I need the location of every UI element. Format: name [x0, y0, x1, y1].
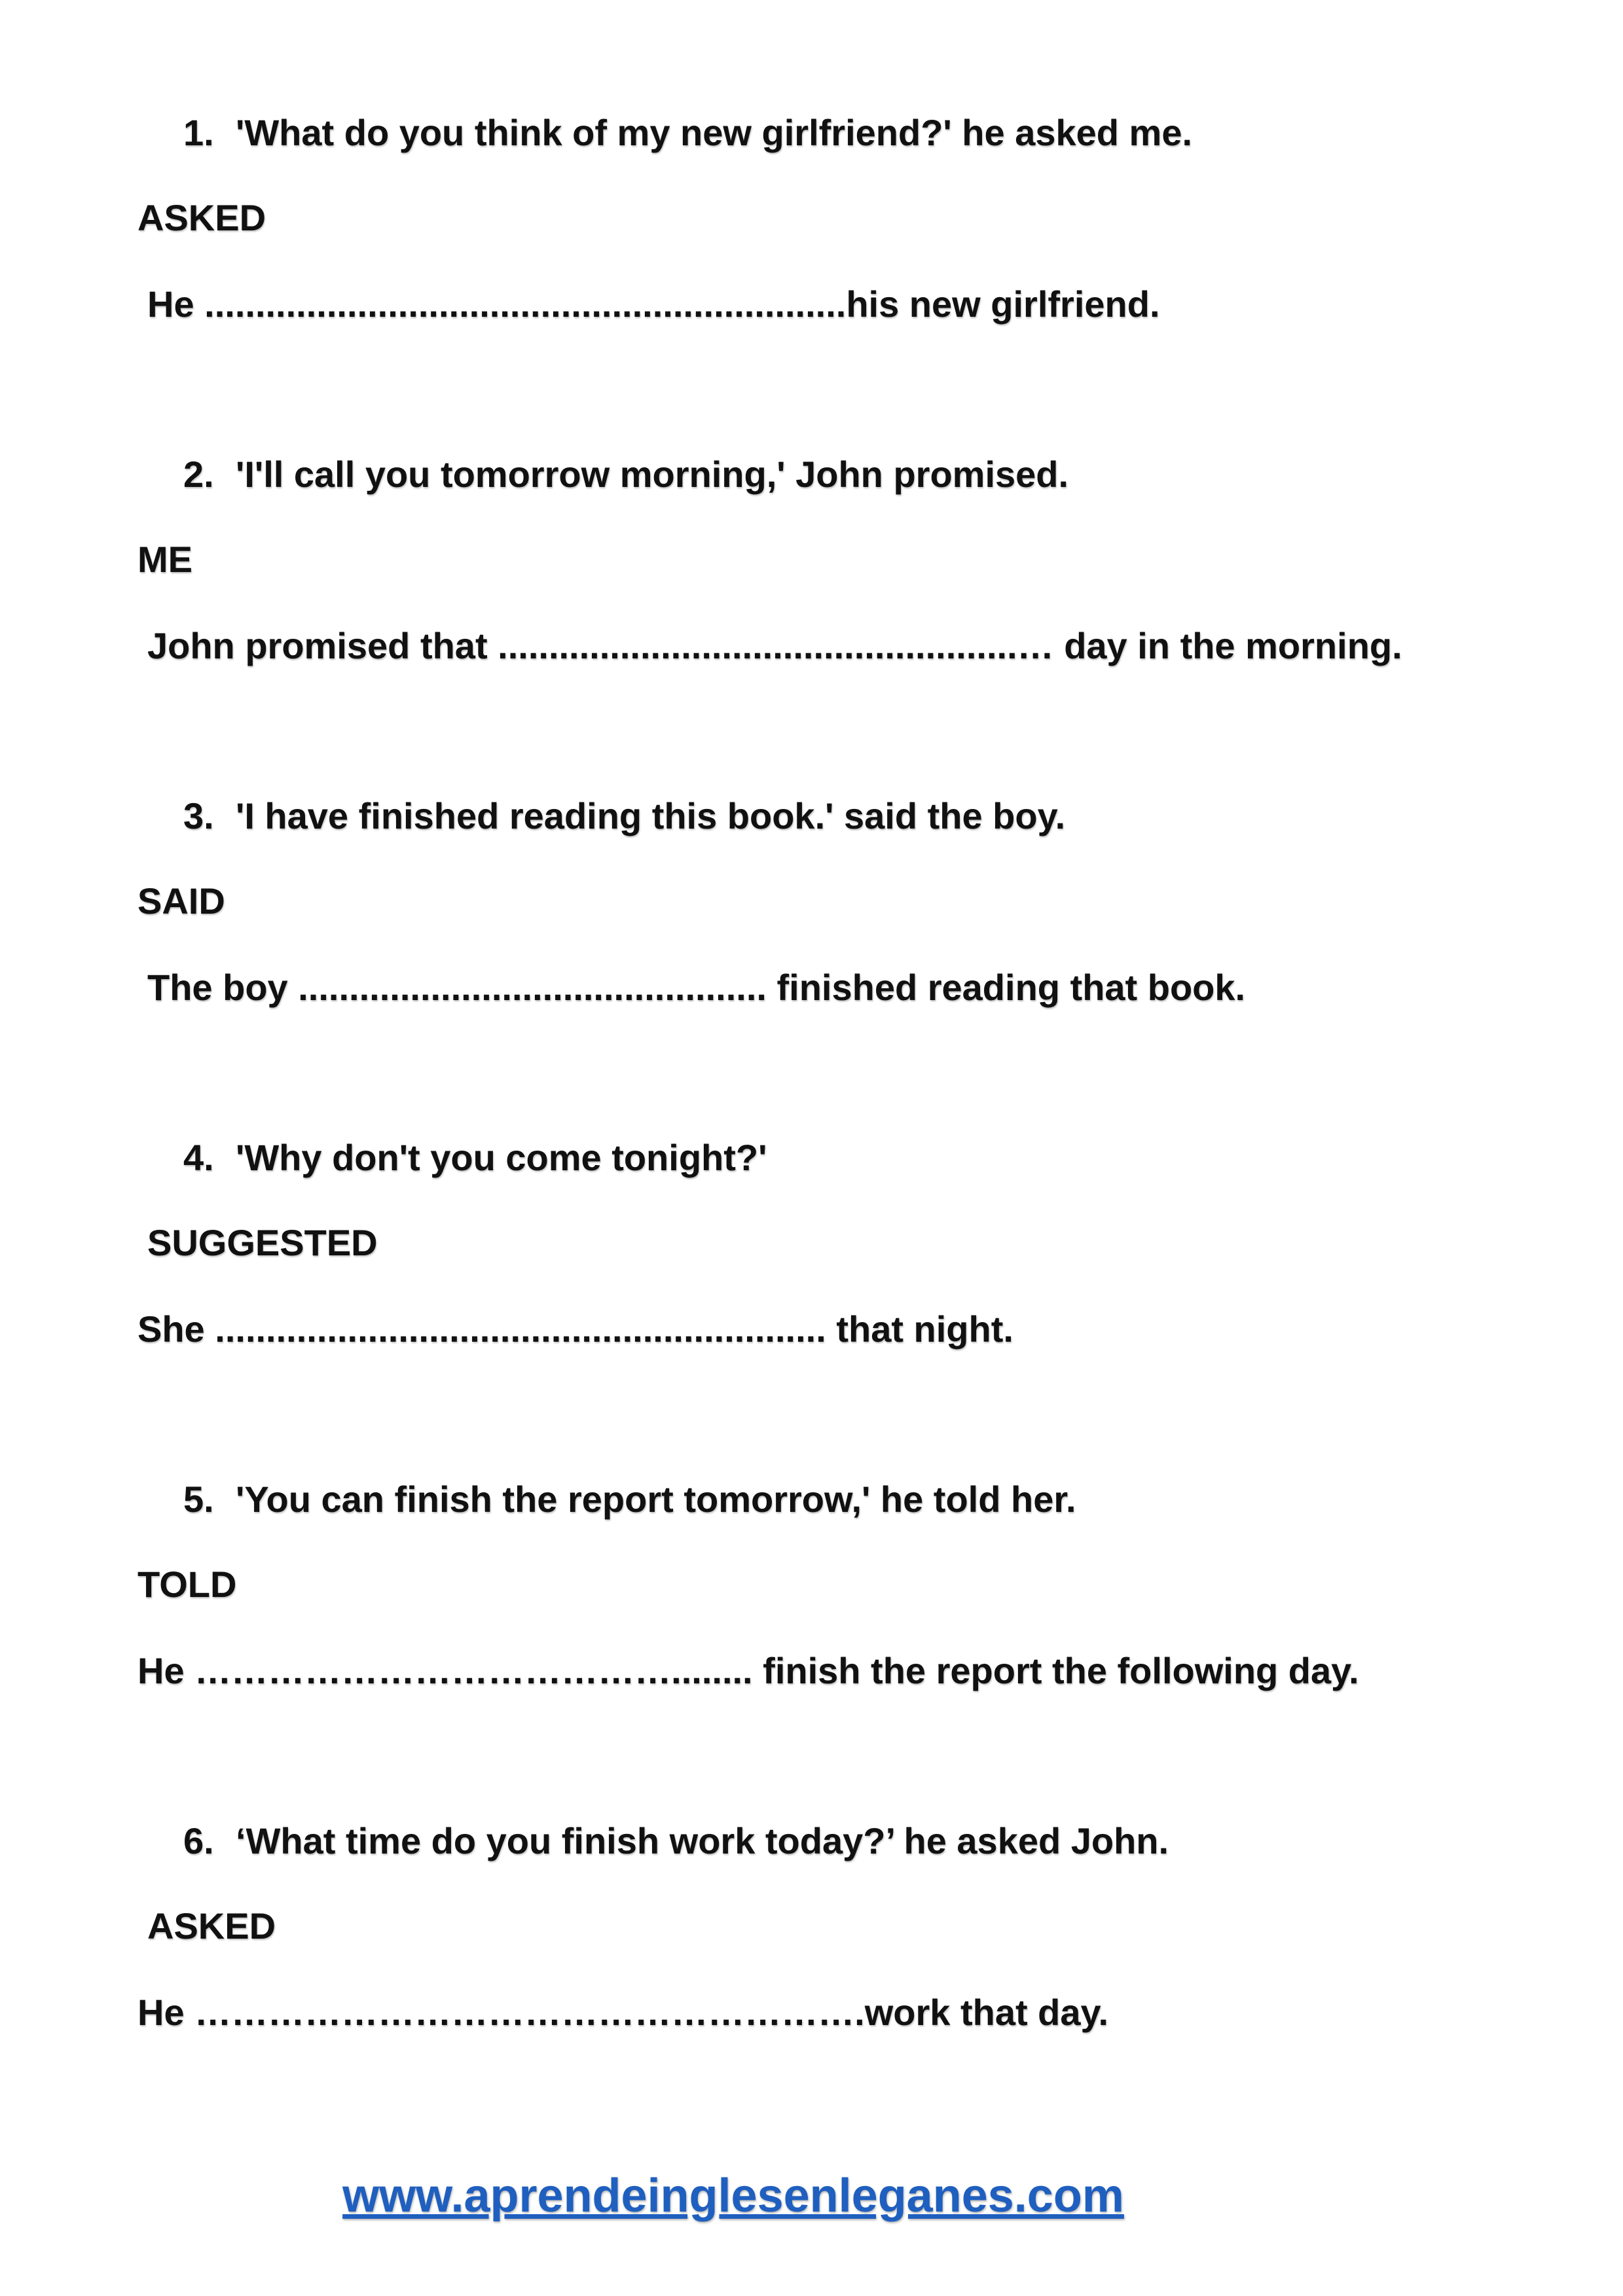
question-6-text: ‘What time do you finish work today?’ he asked John. [236, 1820, 1169, 1861]
website-link[interactable]: www.aprendeinglesenleganes.com [342, 2170, 1124, 2222]
question-3-prompt [183, 793, 1065, 839]
question-3-text: 'I have finished reading this book.' said the boy. [236, 795, 1066, 836]
question-3-answer-line: The boy .............................................. finished reading that book. [147, 967, 1246, 1008]
question-1-prompt [183, 110, 1192, 156]
question-6-prompt [183, 1818, 1169, 1864]
question-2-prompt [183, 452, 1068, 497]
question-2-text: 'I'll call you tomorrow morning,' John promised. [236, 454, 1069, 495]
question-2-number: 2. [183, 454, 214, 495]
question-3-number: 3. [183, 795, 214, 836]
question-5-number: 5. [183, 1479, 214, 1520]
question-6-answer-line: He ……………………………………………….work that day. [137, 1992, 1109, 2033]
question-5-text: 'You can finish the report tomorrow,' he told her. [236, 1479, 1076, 1520]
question-4-number: 4. [183, 1137, 214, 1178]
question-1-keyword: ASKED [137, 197, 266, 238]
question-1-answer-line: He ...............................................................his new girlfriend. [147, 283, 1160, 325]
question-6-number: 6. [183, 1820, 214, 1861]
question-4-answer-line: She ............................................................ that night. [137, 1308, 1013, 1350]
question-6-keyword: ASKED [147, 1905, 276, 1946]
question-2-keyword: ME [137, 539, 192, 580]
question-1-text: 'What do you think of my new girlfriend?' he asked me. [236, 112, 1193, 153]
question-3-keyword: SAID [137, 880, 225, 922]
question-5-answer-line: He …………………………………........ finish the report the following day. [137, 1650, 1359, 1691]
question-2-answer-line: John promised that ...................................................… day in the morning. [147, 625, 1402, 666]
question-4-text: 'Why don't you come tonight?' [236, 1137, 767, 1178]
question-5-prompt [183, 1477, 1076, 1522]
question-1-number: 1. [183, 112, 214, 153]
question-4-keyword: SUGGESTED [147, 1222, 378, 1263]
question-4-prompt [183, 1135, 767, 1181]
question-5-keyword: TOLD [137, 1564, 237, 1605]
